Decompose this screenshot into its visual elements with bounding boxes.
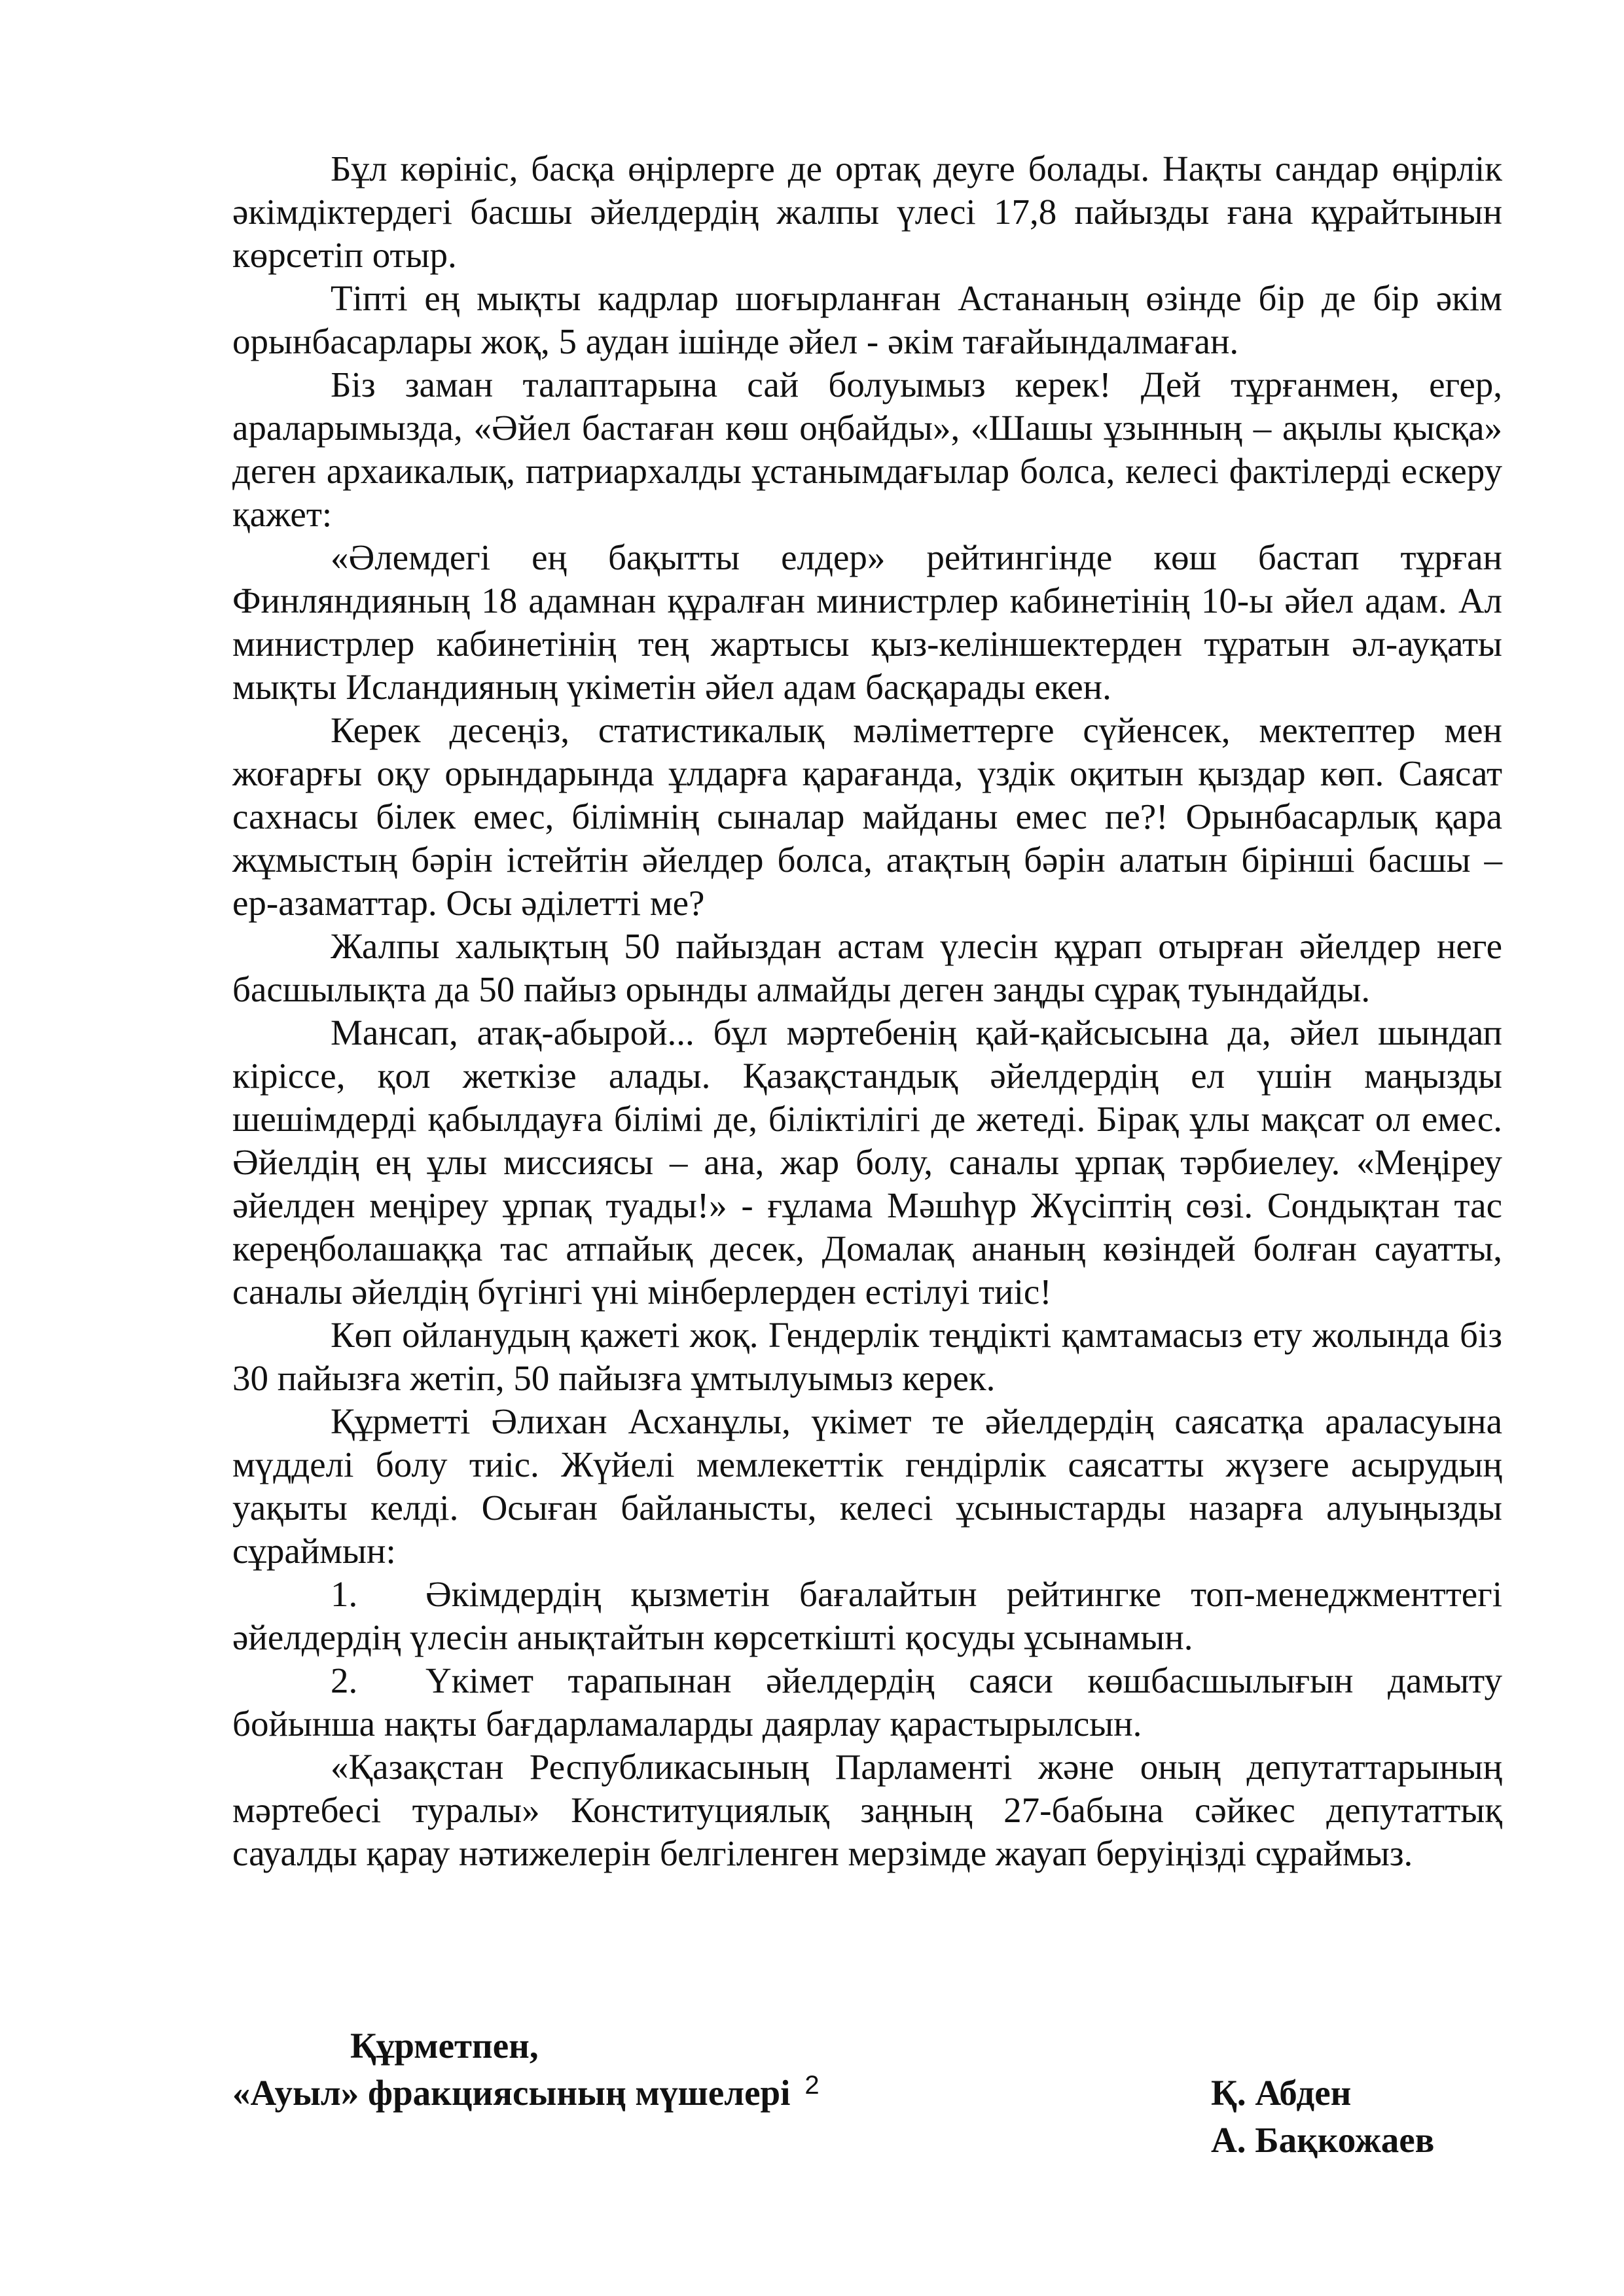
proposal-item-2 [232, 1659, 1502, 1746]
faction-members-label: «Ауыл» фракциясының мүшелері [232, 2073, 791, 2113]
final-paragraph: «Қазақстан Республикасының Парламенті және оның депутаттарының мәртебесі туралы» Конституциялық заңның 27-бабына сәйкес депутаттық сауалды қарау нәтижелерін белгіленген мерзімде жауап беруіңізді сұраймыз. [232, 1747, 1502, 1873]
proposal-number: 1. [331, 1574, 358, 1614]
proposal-text: Үкімет тарапынан әйелдердің саяси көшбасшылығын дамыту бойынша нақты бағдарламаларды даярлау қарастырылсын. [232, 1660, 1502, 1744]
body-paragraph-2: Тіпті ең мықты кадрлар шоғырланған Астананың өзінде бір де бір әкім орынбасарлары жоқ, 5 аудан ішінде әйел - әкім тағайындалмаған. [232, 278, 1502, 361]
body-paragraph-8: Көп ойланудың қажеті жоқ. Гендерлік теңдікті қамтамасыз ету жолында біз 30 пайызға жетіп, 50 пайызға ұмтылуымыз керек. [232, 1315, 1502, 1398]
signatory-name: А. Бақкожаев [1211, 2120, 1435, 2160]
document-page [232, 147, 1502, 2160]
closing-regards: Құрметпен, [350, 2026, 539, 2066]
body-paragraph-7: Мансап, атақ-абырой... бұл мәртебенің қай-қайсысына да, әйел шындап кіріссе, қол жеткізе алады. Қазақстандық әйелдердің ел үшін маңызды шешімдерді қабылдауға білімі де, біліктілігі де жетеді. Бірақ ұлы мақсат ол емес. Әйелдің ең ұлы миссиясы – ана, жар болу, саналы ұрпақ тәрбиелеу. «Меңіреу әйелден меңіреу ұрпақ туады!» - ғұлама Мәшһүр Жүсіптің сөзі. Сондықтан тас кереңболашаққа тас атпайық десек, Домалақ ананың көзіндей болған сауатты, саналы әйелдің бүгінгі үні мінберлерден естілуі тиіс! [232, 1013, 1502, 1312]
page-number: 2 [804, 2071, 820, 2100]
body-paragraph-6: Жалпы халықтың 50 пайыздан астам үлесін құрап отырған әйелдер неге басшылықта да 50 пайыз орынды алмайды деген заңды сұрақ туындайды. [232, 926, 1502, 1009]
proposal-text: Әкімдердің қызметін бағалайтын рейтингке топ-менеджменттегі әйелдердің үлесін анықтайтын көрсеткішті қосуды ұсынамын. [232, 1574, 1502, 1657]
body-paragraph-9: Құрметті Әлихан Асханұлы, үкімет те әйелдердің саясатқа араласуына мүдделі болу тиіс. Жүйелі мемлекеттік гендірлік саясатты жүзеге асырудың уақыты келді. Осыған байланысты, келесі ұсыныстарды назарға алуыңызды сұраймын: [232, 1401, 1502, 1571]
signatory-name: Қ. Абден [1211, 2073, 1352, 2113]
body-paragraph-5: Керек десеңіз, статистикалық мәліметтерге сүйенсек, мектептер мен жоғарғы оқу орындарында ұлдарға қарағанда, үздік оқитын қыздар көп. Саясат сахнасы білек емес, білімнің сыналар майданы емес пе?! Орынбасарлық қара жұмыстың бәрін істейтін әйелдер болса, атақтың бәрін алатын бірінші басшы – ер-азаматтар. Осы әділетті ме? [232, 710, 1502, 923]
proposal-item-1 [232, 1573, 1502, 1659]
body-paragraph-1: Бұл көрініс, басқа өңірлерге де ортақ деуге болады. Нақты сандар өңірлік әкімдіктердегі басшы әйелдердің жалпы үлесі 17,8 пайызды ғана құрайтынын көрсетіп отыр. [232, 149, 1502, 275]
body-paragraph-3: Біз заман талаптарына сай болуымыз керек! Дей тұрғанмен, егер, араларымызда, «Әйел бастаған көш оңбайды», «Шашы ұзынның – ақылы қысқа» деген архаикалық, патриархалды ұстанымдағылар болса, келесі фактілерді ескеру қажет: [232, 365, 1502, 534]
proposal-number: 2. [331, 1660, 358, 1700]
body-paragraph-4: «Әлемдегі ең бақытты елдер» рейтингінде көш бастап тұрған Финляндияның 18 адамнан құралған министрлер кабинетінің 10-ы әйел адам. Ал министрлер кабинетінің тең жартысы қыз-келіншектерден тұратын әл-ауқаты мықты Исландияның үкіметін әйел адам басқарады екен. [232, 537, 1502, 707]
